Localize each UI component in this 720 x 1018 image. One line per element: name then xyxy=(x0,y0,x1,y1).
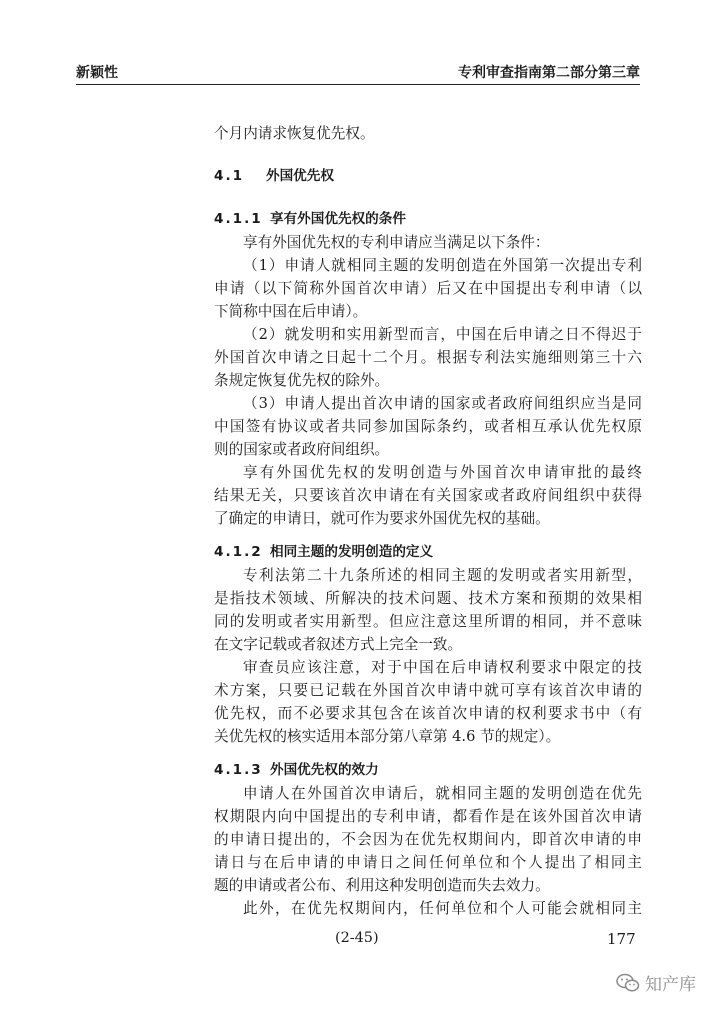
running-header xyxy=(76,58,640,85)
section-number: 4.1.2 xyxy=(214,544,263,560)
paragraph-line: 同的发明或者实用新型。但应注意这里所谓的相同，并不意味 xyxy=(214,613,642,630)
paragraph-line: 申请人在外国首次申请后，就相同主题的发明创造在优先 xyxy=(243,785,642,802)
paragraph-line: （3）申请人提出首次申请的国家或者政府间组织应当是同 xyxy=(243,395,642,412)
paragraph-line: 是指技术领域、所解决的技术问题、技术方案和预期的效果相 xyxy=(214,590,642,607)
section-4-1-3-heading xyxy=(214,759,642,782)
paragraph-line: 请日与在后申请的申请日之间任何单位和个人提出了相同主 xyxy=(214,854,642,871)
section-number: 4.1 xyxy=(214,168,245,184)
paragraph-line: 此外，在优先权期间内，任何单位和个人可能会就相同主 xyxy=(243,900,642,917)
section-title: 相同主题的发明创造的定义 xyxy=(270,544,434,560)
paragraph-line: 在文字记载或者叙述方式上完全一致。 xyxy=(214,636,463,653)
paragraph-line: 的申请日提出的，不会因为在优先权期间内，即首次申请的申 xyxy=(214,831,642,848)
paragraph-line: 享有外国优先权的专利申请应当满足以下条件： xyxy=(243,234,550,251)
paragraph-line: 享有外国优先权的发明创造与外国首次申请审批的最终 xyxy=(243,464,642,481)
section-number: 4.1.3 xyxy=(214,762,263,778)
paragraph-line: 优先权，而不必要求其包含在该首次申请的权利要求书中（有 xyxy=(214,705,642,722)
watermark xyxy=(616,970,696,995)
section-number: 4.1.1 xyxy=(214,211,263,227)
paragraph-line: （1）申请人就相同主题的发明创造在外国第一次提出专利 xyxy=(243,257,642,274)
body-text xyxy=(214,122,642,920)
paragraph-line: 外国首次申请之日起十二个月。根据专利法实施细则第三十六 xyxy=(214,349,642,366)
paragraph-line: 专利法第二十九条所述的相同主题的发明或者实用新型， xyxy=(243,567,642,584)
section-title: 外国优先权 xyxy=(266,168,334,184)
footer-section-label: (2-45) xyxy=(335,930,379,946)
paragraph-line: 关优先权的核实适用本部分第八章第 4.6 节的规定）。 xyxy=(214,728,561,745)
wechat-icon xyxy=(616,973,640,993)
paragraph-line: 条规定恢复优先权的除外。 xyxy=(214,372,390,389)
paragraph-line: （2）就发明和实用新型而言，中国在后申请之日不得迟于 xyxy=(243,326,642,343)
paragraph-line: 审查员应该注意，对于中国在后申请权利要求中限定的技 xyxy=(243,659,642,676)
section-4-1-2-heading xyxy=(214,541,642,564)
paragraph-line: 申请（以下简称外国首次申请）后又在中国提出专利申请（以 xyxy=(214,280,642,297)
section-title: 外国优先权的效力 xyxy=(270,762,379,778)
paragraph-line: 则的国家或者政府间组织。 xyxy=(214,441,390,458)
section-4-1-heading xyxy=(214,165,642,188)
header-right-title: 专利审查指南第二部分第三章 xyxy=(458,65,640,81)
paragraph-line: 权期限内向中国提出的专利申请，都看作是在该外国首次申请 xyxy=(214,808,642,825)
paragraph-line: 中国签有协议或者共同参加国际条约，或者相互承认优先权原 xyxy=(214,418,642,435)
paragraph-line: 结果无关，只要该首次申请在有关国家或者政府间组织中获得 xyxy=(214,487,642,504)
watermark-text: 知产库 xyxy=(645,975,696,995)
paragraph-line: 了确定的申请日，就可作为要求外国优先权的基础。 xyxy=(214,510,550,527)
paragraph-line: 术方案，只要已记载在外国首次申请中就可享有该首次申请的 xyxy=(214,682,642,699)
section-title: 享有外国优先权的条件 xyxy=(270,211,406,227)
continuation-line: 个月内请求恢复优先权。 xyxy=(214,125,375,142)
header-left-title: 新颖性 xyxy=(76,65,118,81)
paragraph-line: 下简称中国在后申请）。 xyxy=(214,303,368,320)
page-number: 177 xyxy=(607,930,636,948)
paragraph-line: 题的申请或者公布、利用这种发明创造而失去效力。 xyxy=(214,877,550,894)
section-4-1-1-heading xyxy=(214,208,642,231)
